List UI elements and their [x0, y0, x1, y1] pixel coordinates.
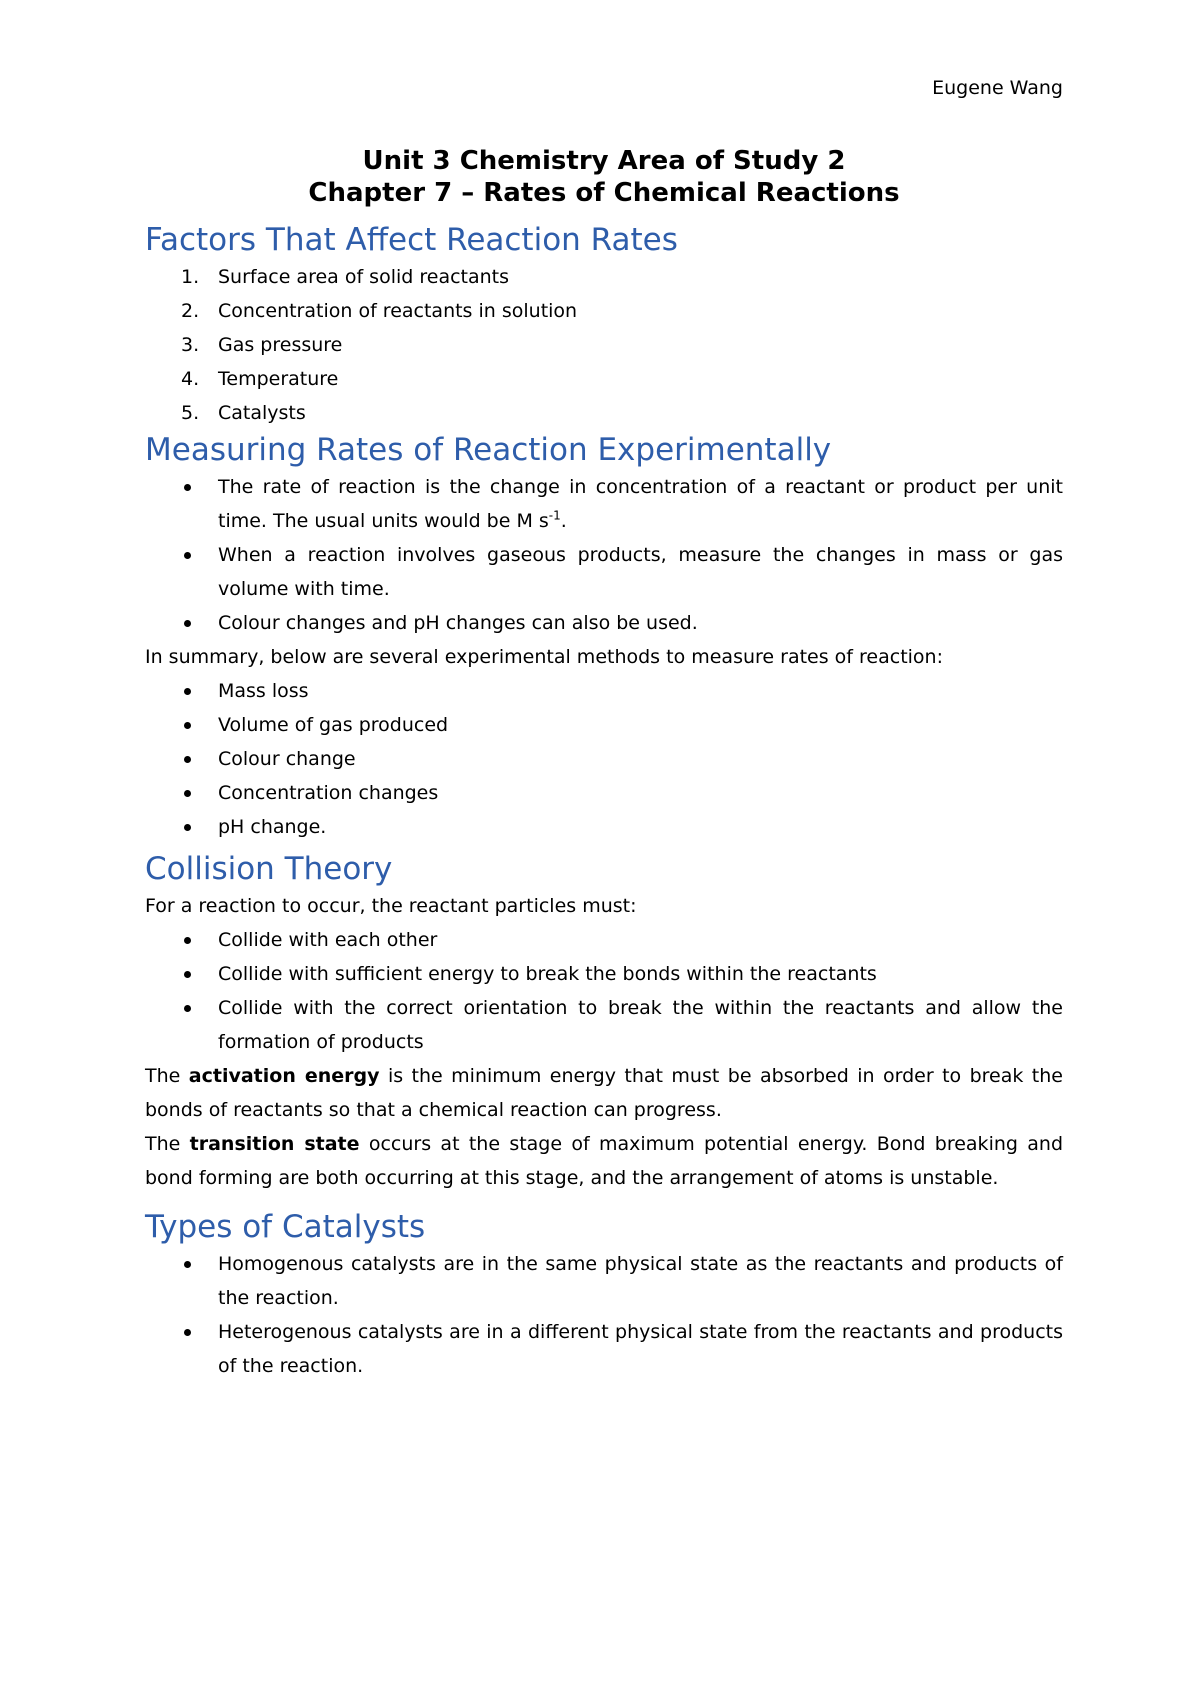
document-page — [145, 0, 1063, 1696]
transition-state-paragraph — [145, 1127, 1063, 1195]
list-item-text: When a reaction involves gaseous products, measure the changes in mass or gas volume with time. — [218, 544, 1063, 600]
document-body — [145, 220, 1063, 1383]
bullet-icon — [184, 1005, 191, 1012]
bullet-icon — [184, 937, 191, 944]
heading-factors: Factors That Affect Reaction Rates — [145, 222, 678, 258]
list-item — [145, 991, 1063, 1059]
title-line-2: Chapter 7 – Rates of Chemical Reactions — [308, 178, 900, 208]
transition-state-term: transition state — [189, 1133, 360, 1155]
list-number: 3. — [181, 334, 200, 356]
list-item — [145, 742, 1063, 776]
list-item-text: Collide with each other — [218, 929, 438, 951]
activation-energy-term: activation energy — [188, 1065, 380, 1087]
factors-list — [145, 260, 1063, 430]
rate-definition-end: . — [560, 510, 567, 532]
collision-list — [145, 923, 1063, 1059]
list-item-text: Concentration changes — [218, 782, 439, 804]
list-item — [145, 1315, 1063, 1383]
list-item-text: Colour changes and pH changes can also be used. — [218, 612, 698, 634]
list-item — [145, 470, 1063, 538]
list-item-text: Colour change — [218, 748, 356, 770]
list-number: 2. — [181, 300, 200, 322]
bullet-icon — [184, 971, 191, 978]
list-item — [145, 708, 1063, 742]
list-item — [145, 1247, 1063, 1315]
list-item-text: Gas pressure — [218, 334, 343, 356]
list-item-text: Collide with the correct orientation to break the within the reactants and allow the formation of products — [218, 997, 1063, 1053]
bullet-icon — [184, 620, 191, 627]
activation-pre: The — [145, 1065, 189, 1087]
measuring-list — [145, 470, 1063, 640]
bullet-icon — [184, 756, 191, 763]
list-item-text: Surface area of solid reactants — [218, 266, 510, 288]
list-number: 5. — [181, 402, 200, 424]
transition-pre: The — [145, 1133, 190, 1155]
transition-post: occurs at the stage of maximum potential energy. Bond breaking and bond forming are both occurring at this stage, and the arrangement of atoms is unstable. — [145, 1133, 1064, 1189]
list-number: 4. — [181, 368, 200, 390]
list-item — [145, 606, 1063, 640]
heading-measuring: Measuring Rates of Reaction Experimentally — [145, 432, 832, 468]
collision-intro: For a reaction to occur, the reactant particles must: — [145, 895, 637, 917]
list-number: 1. — [181, 266, 200, 288]
list-item-text: Temperature — [218, 368, 339, 390]
list-item-text: pH change. — [218, 816, 327, 838]
list-item — [145, 674, 1063, 708]
bullet-icon — [184, 722, 191, 729]
bullet-icon — [184, 484, 191, 491]
list-item — [145, 260, 1063, 294]
bullet-icon — [184, 1329, 191, 1336]
list-item — [145, 362, 1063, 396]
list-item — [145, 810, 1063, 844]
bullet-icon — [184, 1261, 191, 1268]
title-line-1: Unit 3 Chemistry Area of Study 2 — [362, 146, 846, 176]
list-item — [145, 957, 1063, 991]
document-title — [145, 145, 1063, 209]
list-item-text: Mass loss — [218, 680, 309, 702]
heading-collision-theory: Collision Theory — [145, 851, 393, 887]
catalysts-list — [145, 1247, 1063, 1383]
bullet-icon — [184, 824, 191, 831]
activation-post: is the minimum energy that must be absorbed in order to break the bonds of reactants so that a chemical reaction can progress. — [145, 1065, 1063, 1121]
list-item-text: Volume of gas produced — [218, 714, 449, 736]
bullet-icon — [184, 552, 191, 559]
rate-definition-text: The rate of reaction is the change in concentration of a reactant or product per unit time. The usual units would be M s — [218, 476, 1063, 532]
list-item-text: Catalysts — [218, 402, 306, 424]
heading-types-of-catalysts: Types of Catalysts — [145, 1209, 426, 1245]
bullet-icon — [184, 688, 191, 695]
list-item — [145, 776, 1063, 810]
list-item — [145, 923, 1063, 957]
list-item — [145, 328, 1063, 362]
summary-paragraph: In summary, below are several experimental methods to measure rates of reaction: — [145, 646, 943, 668]
list-item-text: Homogenous catalysts are in the same physical state as the reactants and products of the reaction. — [218, 1253, 1063, 1309]
list-item — [145, 294, 1063, 328]
list-item-text: Concentration of reactants in solution — [218, 300, 578, 322]
list-item-text: Collide with sufficient energy to break the bonds within the reactants — [218, 963, 877, 985]
rate-unit-exponent: -1 — [548, 508, 561, 523]
author-name: Eugene Wang — [932, 77, 1063, 99]
list-item — [145, 396, 1063, 430]
list-item — [145, 538, 1063, 606]
methods-list — [145, 674, 1063, 844]
bullet-icon — [184, 790, 191, 797]
activation-energy-paragraph — [145, 1059, 1063, 1127]
list-item-text: Heterogenous catalysts are in a different physical state from the reactants and products of the reaction. — [218, 1321, 1063, 1377]
